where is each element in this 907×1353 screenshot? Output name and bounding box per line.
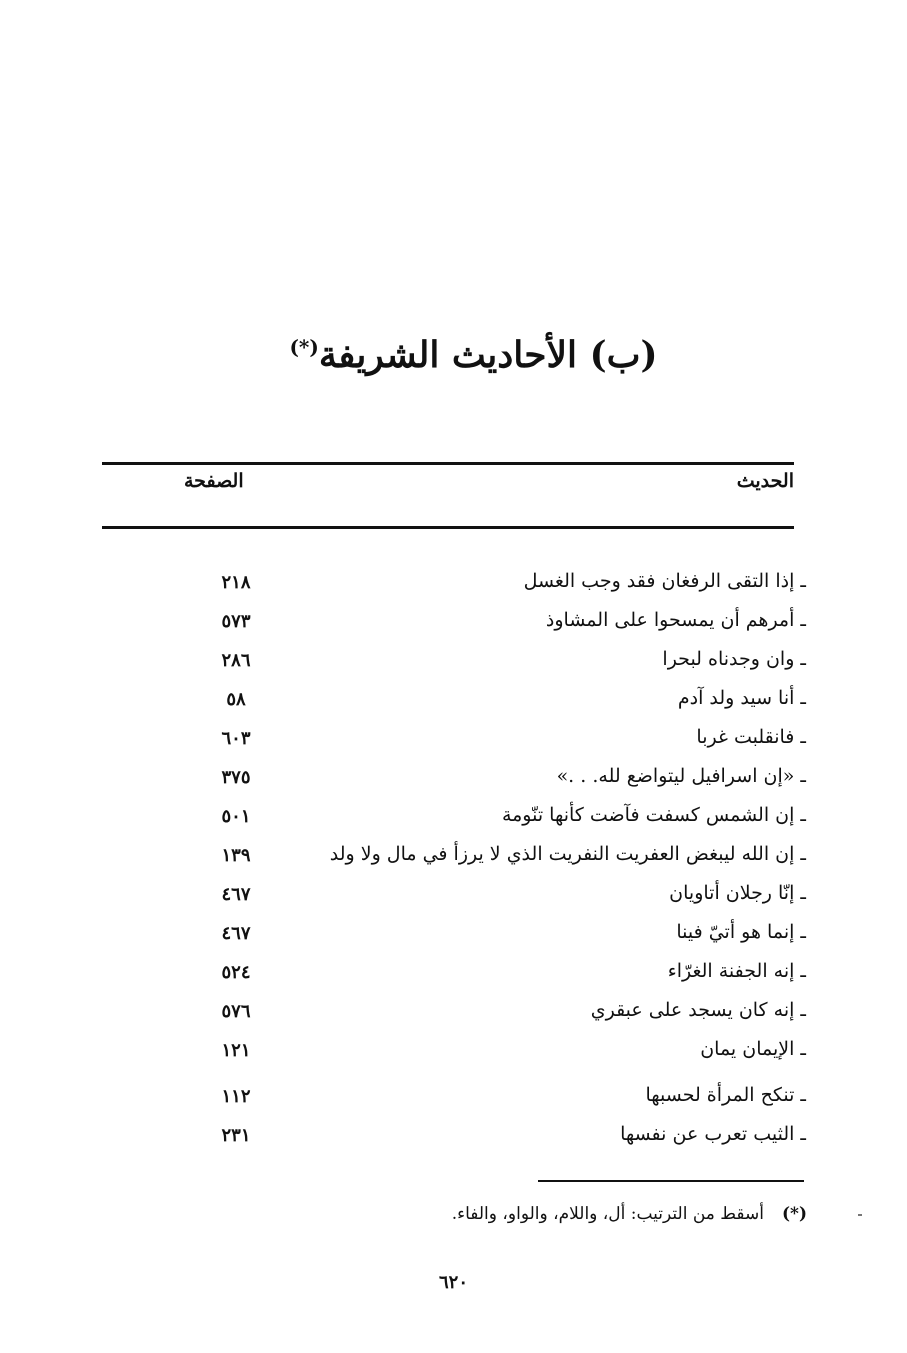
footnote-text: أسقط من الترتيب: أل، واللام، والواو، والفاء. bbox=[451, 1204, 765, 1224]
hadith-text: ـ وان وجدناه لبحرا bbox=[662, 648, 806, 670]
list-item bbox=[102, 999, 806, 1029]
page-reference: ١٣٩ bbox=[221, 845, 251, 866]
hadith-text: ـ أنا سيد ولد آدم bbox=[677, 687, 806, 709]
page-reference: ١١٢ bbox=[221, 1086, 251, 1107]
list-item bbox=[102, 921, 806, 951]
hadith-text: ـ تنكح المرأة لحسبها bbox=[645, 1084, 806, 1106]
list-item bbox=[102, 609, 806, 639]
list-item bbox=[102, 648, 806, 678]
hadith-text: ـ فانقلبت غربا bbox=[696, 726, 806, 748]
list-item bbox=[102, 570, 806, 600]
list-item bbox=[102, 687, 806, 717]
hadith-text: ـ «إن اسرافيل ليتواضع لله. . .» bbox=[556, 765, 806, 787]
list-item bbox=[102, 1038, 806, 1068]
hadith-text: ـ إنه كان يسجد على عبقري bbox=[590, 999, 806, 1021]
title-footnote-mark: (*) bbox=[289, 335, 319, 359]
table-header-rule bbox=[102, 526, 794, 529]
page-reference: ٢٣١ bbox=[221, 1125, 251, 1146]
footnote bbox=[452, 1204, 807, 1224]
footnote-mark: (*) bbox=[782, 1204, 807, 1224]
footnote-rule bbox=[538, 1180, 804, 1182]
list-item bbox=[102, 1123, 806, 1153]
title-text: (ب) الأحاديث الشريفة bbox=[318, 334, 658, 376]
page-reference: ٥٠١ bbox=[221, 806, 251, 827]
list-item bbox=[102, 843, 806, 873]
page-reference: ٥٨ bbox=[226, 689, 246, 710]
page-reference: ٥٧٣ bbox=[221, 611, 251, 632]
page-reference: ٦٠٣ bbox=[221, 728, 251, 749]
hadith-text: ـ إنما هو أتيّ فينا bbox=[676, 921, 806, 943]
table-top-rule bbox=[102, 462, 794, 465]
column-header-page: الصفحة bbox=[184, 470, 244, 492]
page-reference: ٢٨٦ bbox=[221, 650, 251, 671]
list-item bbox=[102, 804, 806, 834]
hadith-text: ـ إنه الجفنة الغرّاء bbox=[667, 960, 806, 982]
page-reference: ٣٧٥ bbox=[221, 767, 251, 788]
page-title bbox=[0, 334, 907, 376]
list-item bbox=[102, 882, 806, 912]
hadith-text: ـ الثيب تعرب عن نفسها bbox=[620, 1123, 806, 1145]
page-number: ٦٢٠ bbox=[438, 1272, 468, 1293]
hadith-text: ـ إن الشمس كسفت فآضت كأنها تنّومة bbox=[501, 804, 806, 826]
list-item bbox=[102, 726, 806, 756]
hadith-text: ـ إن الله ليبغض العفريت النفريت الذي لا يرزأ في مال ولا ولد bbox=[329, 843, 806, 865]
page-reference: ١٢١ bbox=[221, 1040, 251, 1061]
hadith-text: ـ إنّا رجلان أتاويان bbox=[669, 882, 806, 904]
page-reference: ٥٧٦ bbox=[221, 1001, 251, 1022]
hadith-text: ـ الإيمان يمان bbox=[700, 1038, 806, 1060]
page-reference: ٤٦٧ bbox=[221, 923, 251, 944]
column-header-hadith: الحديث bbox=[736, 470, 794, 492]
scan-speck bbox=[858, 1214, 862, 1216]
hadith-text: ـ أمرهم أن يمسحوا على المشاوذ bbox=[545, 609, 806, 631]
list-item bbox=[102, 1084, 806, 1114]
page-reference: ٥٢٤ bbox=[221, 962, 251, 983]
list-item bbox=[102, 960, 806, 990]
list-item bbox=[102, 765, 806, 795]
page-reference: ٢١٨ bbox=[221, 572, 251, 593]
hadith-text: ـ إذا التقى الرفغان فقد وجب الغسل bbox=[523, 570, 806, 592]
page-reference: ٤٦٧ bbox=[221, 884, 251, 905]
